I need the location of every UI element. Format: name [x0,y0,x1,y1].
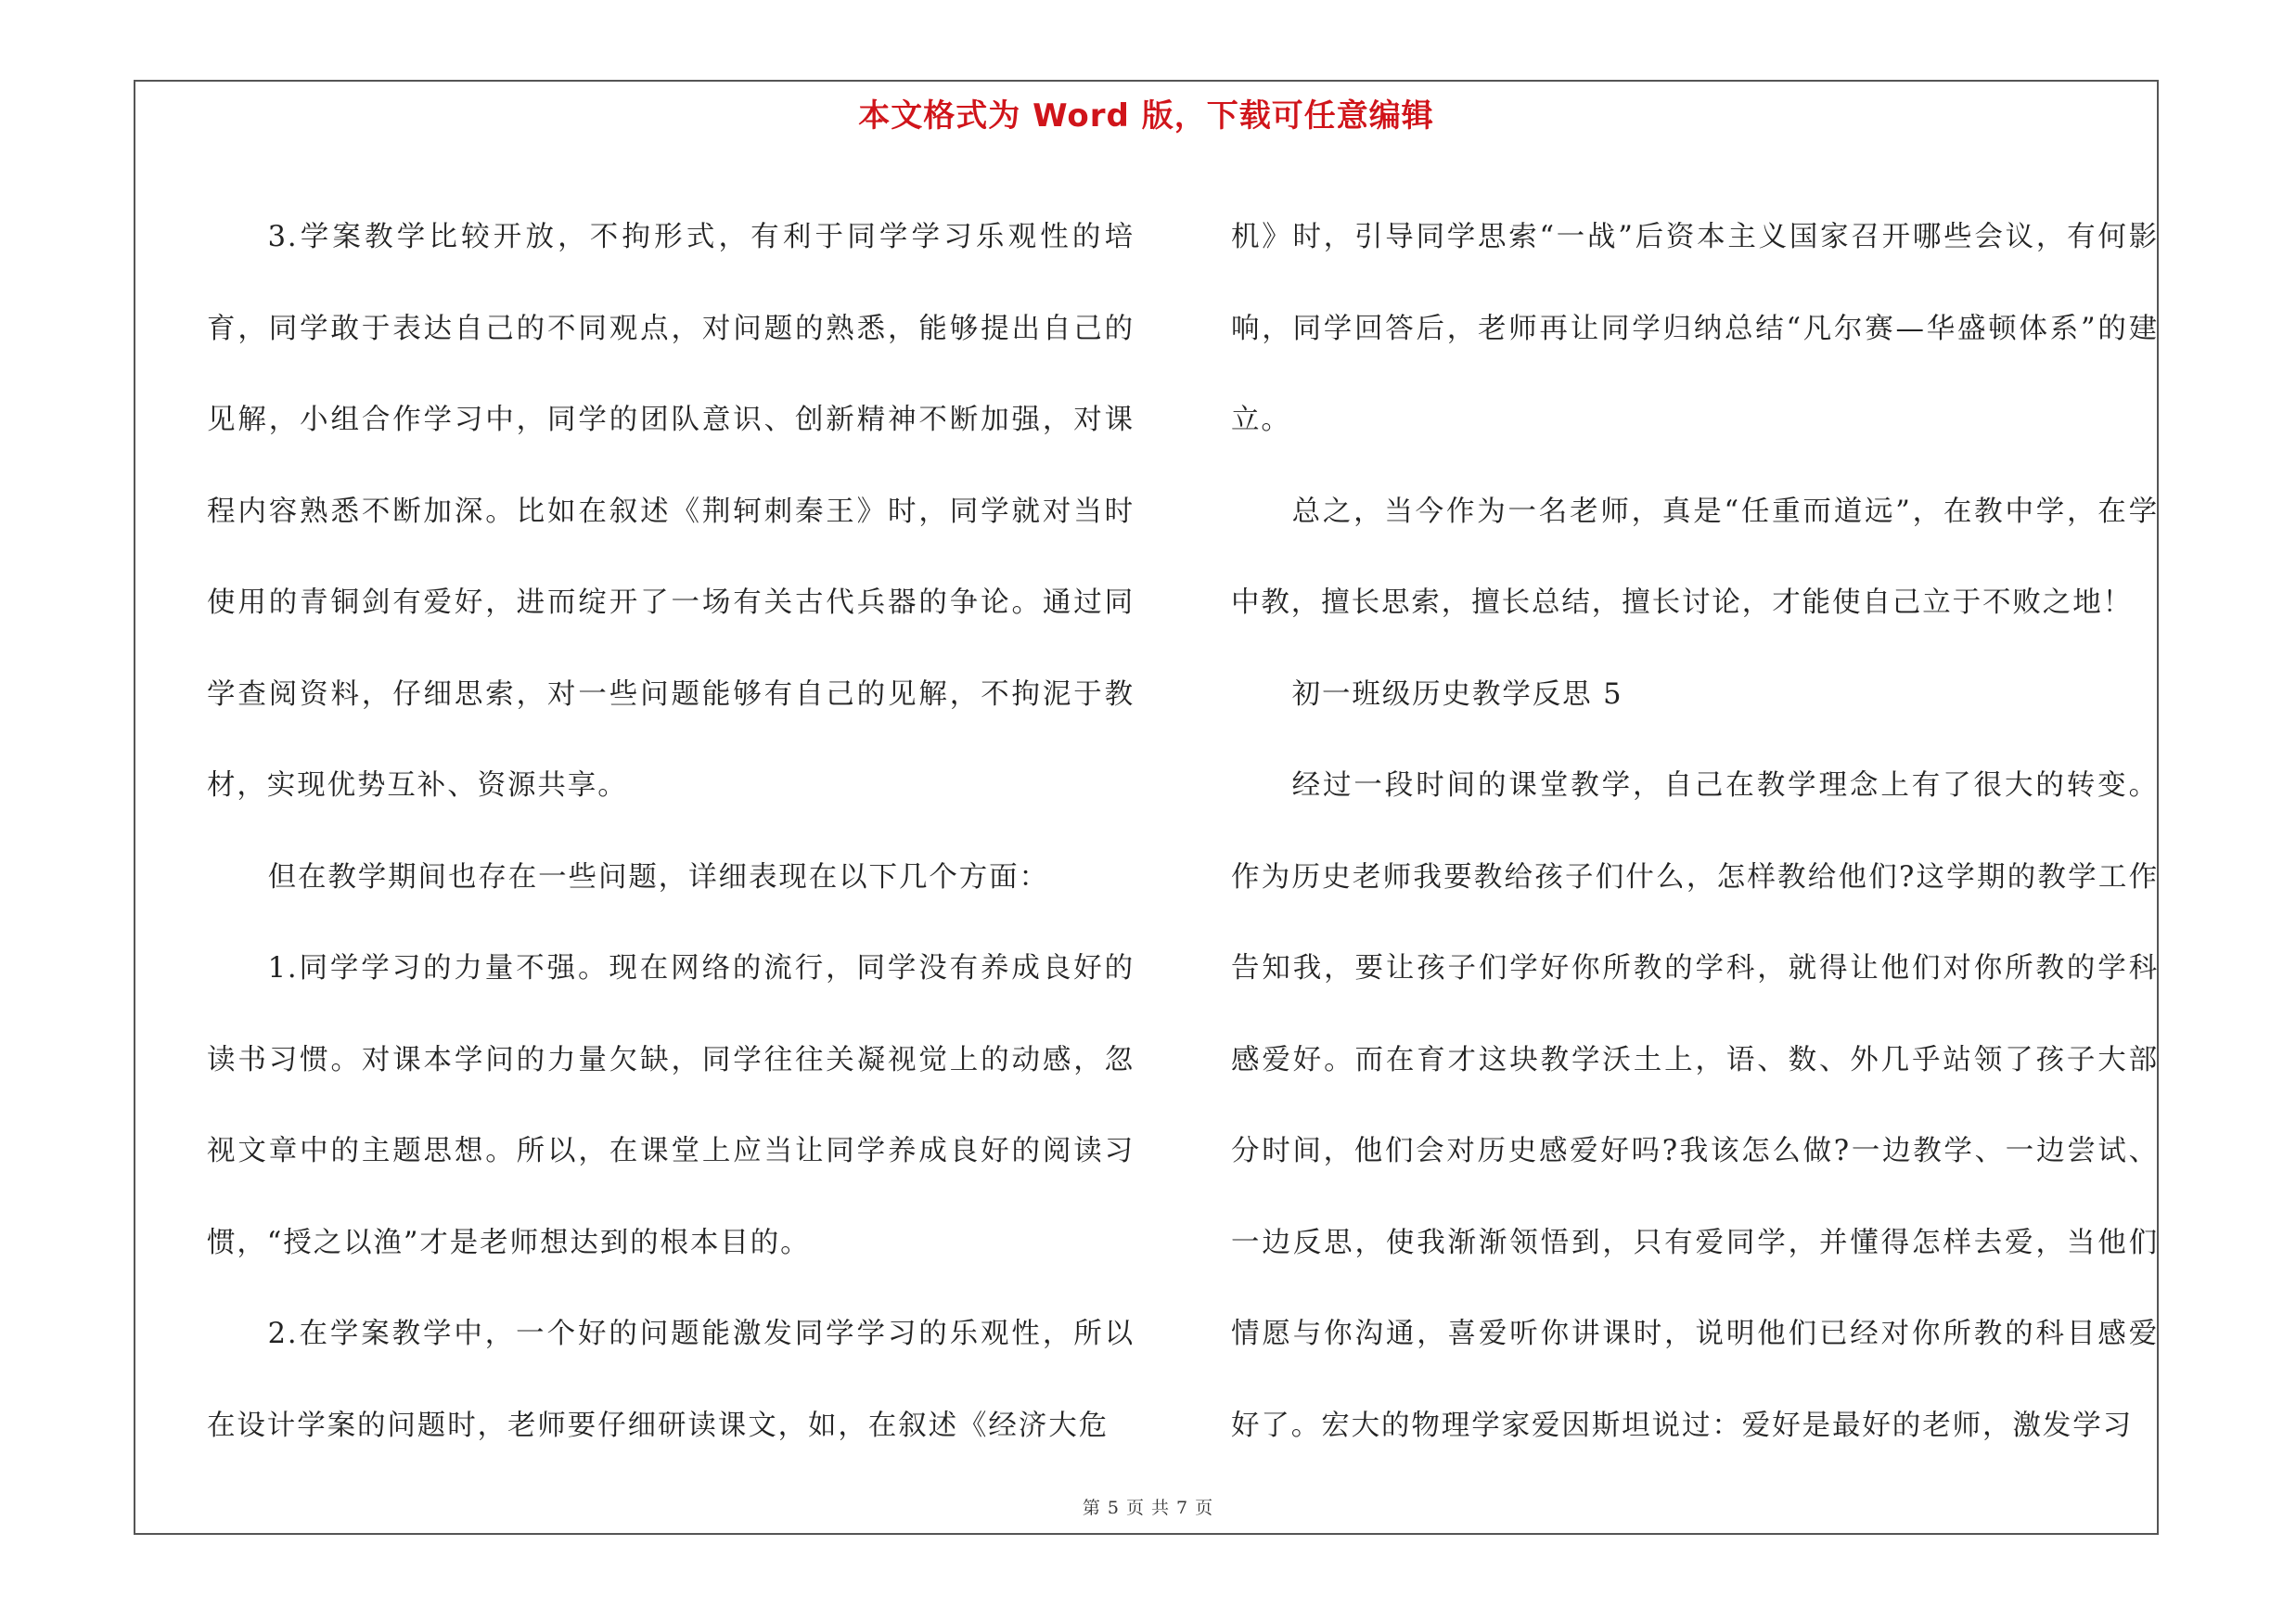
paragraph-left-4: 2.在学案教学中，一个好的问题能激发同学学习的乐观性，所以在设计学案的问题时，老师要仔细研读课文，如，在叙述《经济大危 [207,1318,1135,1442]
paragraph-right-2: 总之，当今作为一名老师，真是“任重而道远”，在教中学，在学中教，擅长思索，擅长总结，擅长讨论，才能使自己立于不败之地！ [1231,495,2159,619]
paragraph-right-3: 经过一段时间的课堂教学，自己在教学理念上有了很大的转变。作为历史老师我要教给孩子们什么，怎样教给他们?这学期的教学工作告知我，要让孩子们学好你所教的学科，就得让他们对你所教的学科感爱好。而在育才这块教学沃土上，语、数、外几乎站领了孩子大部分时间，他们会对历史感爱好吗?我该怎么做?一边教学、一边尝试、一边反思，使我渐渐领悟到，只有爱同学，并懂得怎样去爱，当他们情愿与你沟通，喜爱听你讲课时，说明他们已经对你所教的科目感爱好了。宏大的物理学家爱因斯坦说过：爱好是最好的老师，激发学习 [1231,769,2160,1442]
paragraph-left-3: 1.同学学习的力量不强。现在网络的流行，同学没有养成良好的读书习惯。对课本学问的力量欠缺，同学往往关凝视觉上的动感，忽视文章中的主题思想。所以，在课堂上应当让同学养成良好的阅读习惯，“授之以渔”才是老师想达到的根本目的。 [207,952,1135,1259]
paragraph-right-1: 机》时，引导同学思索“一战”后资本主义国家召开哪些会议，有何影响，同学回答后，老师再让同学归纳总结“凡尔赛—华盛顿体系”的建立。 [1231,221,2159,436]
paragraph-left-1: 3.学案教学比较开放，不拘形式，有利于同学学习乐观性的培育，同学敢于表达自己的不同观点，对问题的熟悉，能够提出自己的见解，小组合作学习中，同学的团队意识、创新精神不断加强，对课程内容熟悉不断加深。比如在叙述《荆轲刺秦王》时，同学就对当时使用的青铜剑有爱好，进而绽开了一场有关古代兵器的争论。通过同学查阅资料，仔细思索，对一些问题能够有自己的见解，不拘泥于教材，实现优势互补、资源共享。 [207,221,1135,802]
right-column [1231,192,2159,1472]
word-format-banner: 本文格式为 Word 版，下载可任意编辑 [858,97,1434,135]
section-heading: 初一班级历史教学反思 5 [1291,677,1623,711]
left-column [207,192,1135,1472]
paragraph-left-2: 但在教学期间也存在一些问题，详细表现在以下几个方面： [267,860,1049,894]
page-number-footer: 第 5 页 共 7 页 [1082,1498,1214,1518]
